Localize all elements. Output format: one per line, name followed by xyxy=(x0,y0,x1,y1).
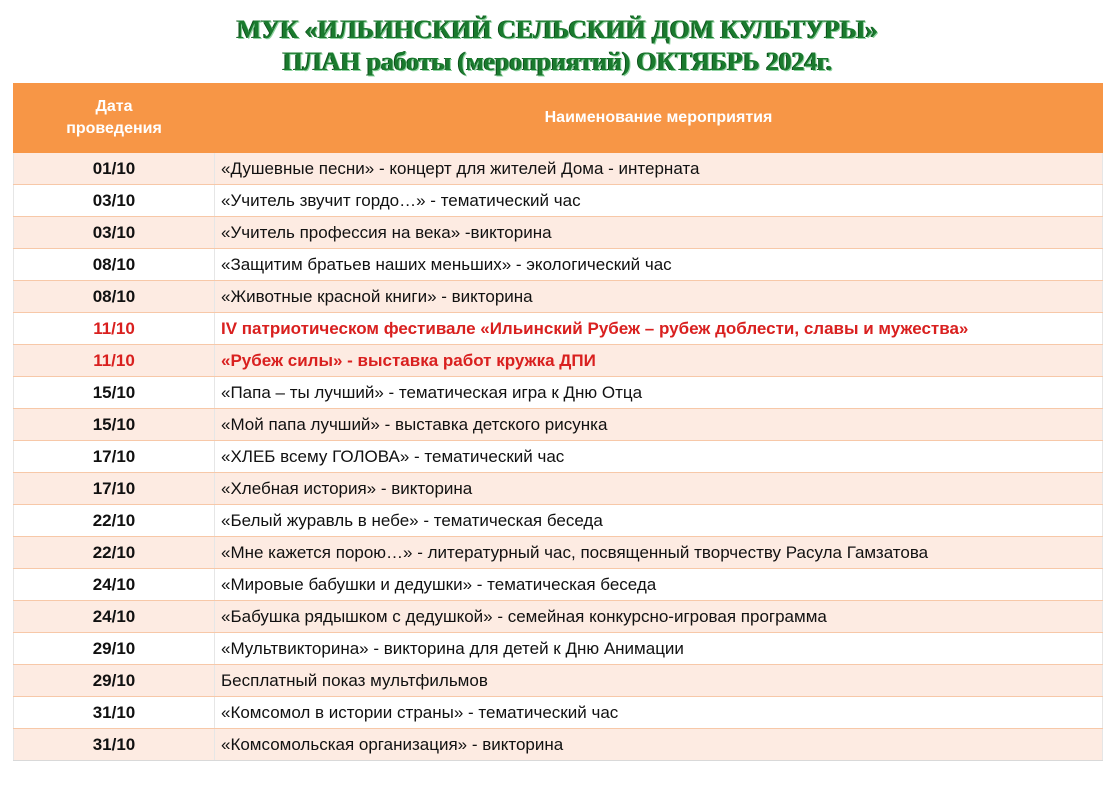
event-date: 11/10 xyxy=(14,345,215,377)
column-header-date xyxy=(14,84,215,153)
event-date: 17/10 xyxy=(14,473,215,505)
event-name: «Бабушка рядышком с дедушкой» - семейная конкурсно-игровая программа xyxy=(215,601,1103,633)
event-name: «Учитель профессия на века» -викторина xyxy=(215,217,1103,249)
event-name: «Душевные песни» - концерт для жителей Дома - интерната xyxy=(215,153,1103,185)
organization-title: МУК «ИЛЬИНСКИЙ СЕЛЬСКИЙ ДОМ КУЛЬТУРЫ» xyxy=(236,15,879,44)
event-date: 08/10 xyxy=(14,281,215,313)
event-name: «Мне кажется порою…» - литературный час, посвященный творчеству Расула Гамзатова xyxy=(215,537,1103,569)
column-header-name: Наименование мероприятия xyxy=(215,84,1103,153)
event-date: 03/10 xyxy=(14,185,215,217)
table-row xyxy=(14,281,1103,313)
event-date: 08/10 xyxy=(14,249,215,281)
table-row xyxy=(14,249,1103,281)
plan-title: ПЛАН работы (мероприятий) ОКТЯБРЬ 2024г. xyxy=(282,47,833,76)
table-row xyxy=(14,601,1103,633)
table-row-highlighted xyxy=(14,313,1103,345)
event-name: IV патриотическом фестивале «Ильинский Рубеж – рубеж доблести, славы и мужества» xyxy=(215,313,1103,345)
event-date: 01/10 xyxy=(14,153,215,185)
event-name: «Мультвикторина» - викторина для детей к Дню Анимации xyxy=(215,633,1103,665)
table-row xyxy=(14,473,1103,505)
column-header-date-line2: проведения xyxy=(66,120,162,137)
table-row xyxy=(14,729,1103,761)
event-date: 29/10 xyxy=(14,633,215,665)
table-row xyxy=(14,665,1103,697)
table-row xyxy=(14,697,1103,729)
table-row xyxy=(14,569,1103,601)
table-header-row xyxy=(14,84,1103,153)
event-name: «Белый журавль в небе» - тематическая беседа xyxy=(215,505,1103,537)
event-date: 24/10 xyxy=(14,601,215,633)
table-row xyxy=(14,409,1103,441)
event-date: 24/10 xyxy=(14,569,215,601)
event-name: «Животные красной книги» - викторина xyxy=(215,281,1103,313)
event-date: 22/10 xyxy=(14,505,215,537)
event-name: «Комсомольская организация» - викторина xyxy=(215,729,1103,761)
event-name: «Хлебная история» - викторина xyxy=(215,473,1103,505)
event-date: 22/10 xyxy=(14,537,215,569)
event-date: 31/10 xyxy=(14,697,215,729)
table-row xyxy=(14,153,1103,185)
event-date: 31/10 xyxy=(14,729,215,761)
event-date: 29/10 xyxy=(14,665,215,697)
table-row xyxy=(14,505,1103,537)
table-row-highlighted xyxy=(14,345,1103,377)
event-name: «Мировые бабушки и дедушки» - тематическая беседа xyxy=(215,569,1103,601)
document-title xyxy=(0,14,1115,78)
event-date: 03/10 xyxy=(14,217,215,249)
event-name: «Защитим братьев наших меньших» - экологический час xyxy=(215,249,1103,281)
column-header-date-line1: Дата xyxy=(95,98,133,115)
table-row xyxy=(14,377,1103,409)
event-name: «Учитель звучит гордо…» - тематический час xyxy=(215,185,1103,217)
event-date: 17/10 xyxy=(14,441,215,473)
table-row xyxy=(14,217,1103,249)
event-date: 11/10 xyxy=(14,313,215,345)
event-date: 15/10 xyxy=(14,377,215,409)
event-name: Бесплатный показ мультфильмов xyxy=(215,665,1103,697)
table-row xyxy=(14,537,1103,569)
table-row xyxy=(14,633,1103,665)
event-name: «Мой папа лучший» - выставка детского рисунка xyxy=(215,409,1103,441)
event-name: «ХЛЕБ всему ГОЛОВА» - тематический час xyxy=(215,441,1103,473)
event-name: «Папа – ты лучший» - тематическая игра к Дню Отца xyxy=(215,377,1103,409)
event-date: 15/10 xyxy=(14,409,215,441)
events-table xyxy=(13,83,1103,761)
event-name: «Рубеж силы» - выставка работ кружка ДПИ xyxy=(215,345,1103,377)
event-name: «Комсомол в истории страны» - тематический час xyxy=(215,697,1103,729)
table-row xyxy=(14,185,1103,217)
table-row xyxy=(14,441,1103,473)
